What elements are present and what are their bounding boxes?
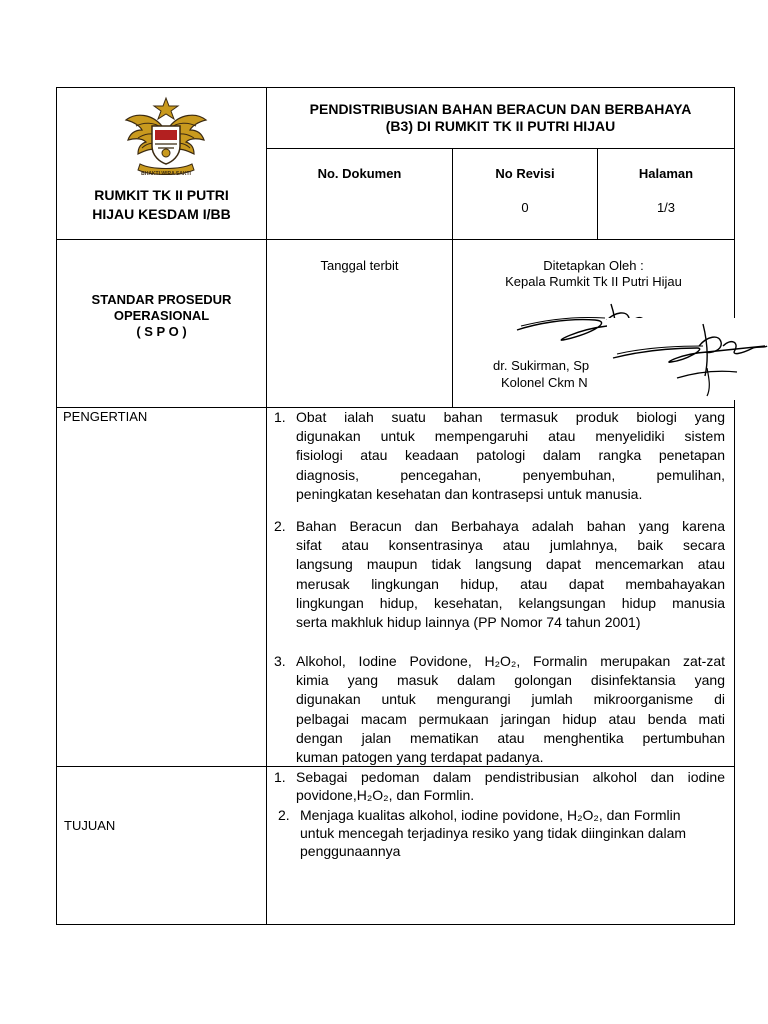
text-line: peningkatan kesehatan dan kontrasepsi untuk manusia. [296, 485, 643, 502]
text-line: dengan jalan mematikan atau menghentika pertumbuhan [296, 729, 725, 746]
pengertian-item [296, 652, 725, 767]
text-line: Menjaga kualitas alkohol, iodine povidone, H₂O₂, dan Formlin [300, 807, 681, 823]
tujuan-item [300, 806, 725, 860]
doc-no-label: No. Dokumen [317, 166, 402, 181]
second-signature-patch [607, 318, 768, 400]
document-title [267, 101, 734, 135]
title-divider [266, 148, 734, 149]
document-title-line1: PENDISTRIBUSIAN BAHAN BERACUN DAN BERBAHAYA [309, 101, 692, 117]
pengertian-item-number: 2. [274, 518, 286, 534]
table-border-bottom [56, 924, 735, 925]
text-line: Obat ialah suatu bahan termasuk produk biologi yang [296, 409, 725, 425]
issue-date-label: Tanggal terbit [320, 258, 399, 273]
approver-title: Kepala Rumkit Tk II Putri Hijau [505, 274, 682, 289]
text-line: untuk mencegah terjadinya resiko yang tidak diinginkan dalam [300, 825, 687, 841]
text-line: serta makhluk hidup lainnya (PP Nomor 74 tahun 2001) [296, 614, 641, 631]
spo-title-line1: STANDAR PROSEDUR [91, 292, 232, 307]
revision-label: No Revisi [495, 166, 555, 181]
text-line: povidone,H₂O₂, dan Formlin. [296, 787, 475, 803]
text-line: penggunaannya [300, 843, 401, 859]
spo-title-line2: OPERASIONAL [113, 308, 210, 323]
text-line: merusak lingkungan hidup, atau dapat membahayakan [296, 575, 725, 592]
logo-motto: BHAKTI WIRA SAKTI [141, 171, 191, 177]
pengertian-label: PENGERTIAN [63, 409, 148, 424]
text-line: Bahan Beracun dan Berbahaya adalah bahan yang karena [296, 518, 725, 534]
table-border-top [56, 87, 735, 88]
tujuan-item [296, 768, 725, 804]
page-value: 1/3 [656, 200, 676, 215]
pengertian-item [296, 408, 725, 504]
hospital-logo [122, 96, 210, 176]
org-name [57, 186, 266, 224]
text-line: sifat atau konsentrasinya atau jumlahnya, baik secara [296, 537, 725, 554]
text-line: lingkungan hidup, kesehatan, kelangsungan hidup manusia [296, 594, 725, 611]
revision-value: 0 [521, 200, 529, 215]
text-line: fisiologi atau keadaan patologi dalam rangka penetapan [296, 447, 725, 464]
text-line: kimia yang masuk dalam golongan disinfektansia yang [296, 672, 725, 689]
military-emblem-icon [122, 96, 210, 176]
approved-by-label: Ditetapkan Oleh : [543, 258, 644, 273]
approver-name: dr. Sukirman, Sp [493, 358, 590, 373]
text-line: digunakan untuk mempengaruhi atau menyelidiki sistem [296, 428, 725, 445]
spo-title [57, 292, 266, 340]
org-name-line2: HIJAU KESDAM I/BB [92, 206, 231, 222]
text-line: digunakan untuk mengurangi jumlah mikroorganisme di [296, 691, 725, 708]
tujuan-item-number: 2. [278, 807, 290, 823]
text-line: Alkohol, Iodine Povidone, H₂O₂, Formalin merupakan zat-zat [296, 653, 725, 669]
pengertian-item [296, 517, 725, 632]
text-line: kuman patogen yang terdapat padanya. [296, 749, 544, 766]
text-line: diagnosis, pencegahan, penyembuhan, pemulihan, [296, 466, 725, 483]
approval-block [453, 258, 734, 290]
tujuan-label: TUJUAN [64, 818, 116, 833]
text-line: pelbagai macam permukaan jaringan hidup atau benda mati [296, 710, 725, 727]
table-border-right [734, 87, 735, 925]
text-line: langsung maupun tidak langsung dapat mencemarkan atau [296, 556, 725, 573]
header-row-divider [56, 239, 735, 240]
tujuan-item-number: 1. [274, 769, 286, 785]
pengertian-item-number: 1. [274, 409, 286, 425]
pengertian-item-number: 3. [274, 653, 286, 669]
approver-rank: Kolonel Ckm N [501, 375, 588, 390]
page-label: Halaman [638, 166, 694, 181]
org-name-line1: RUMKIT TK II PUTRI [94, 187, 229, 203]
spo-title-line3: ( S P O ) [136, 324, 187, 339]
text-line: Sebagai pedoman dalam pendistribusian alkohol dan iodine [296, 769, 725, 785]
revision-divider-right [597, 148, 598, 240]
column-divider [266, 87, 267, 925]
document-title-line2: (B3) DI RUMKIT TK II PUTRI HIJAU [385, 118, 616, 134]
